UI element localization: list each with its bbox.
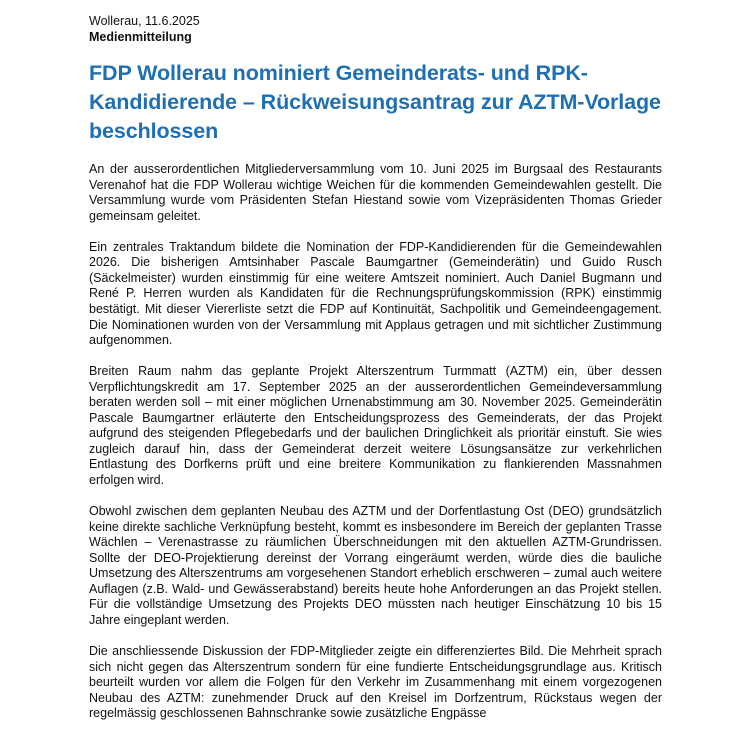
press-release-page bbox=[89, 13, 662, 737]
article-body bbox=[89, 162, 662, 722]
page-title: FDP Wollerau nominiert Gemeinderats- und RPK-Kandidierende – Rückweisungsantrag zur AZTM-Vorlage beschlossen bbox=[89, 61, 661, 143]
dateline: Wollerau, 11.6.2025 bbox=[89, 14, 200, 28]
paragraph-aztm-project: Breiten Raum nahm das geplante Projekt Alterszentrum Turmmatt (AZTM) ein, über dessen Verpflichtungskredit am 17. September 2025 an der ausserordentlichen Gemeindeversammlung beraten werden soll – mit einer möglichen Urnenabstimmung am 30. November 2025. Gemeinderätin Pascale Baumgartner erläuterte den Entscheidungsprozess des Gemeinderats, der das Projekt aufgrund des steigenden Pflegebedarfs und der baulichen Dringlichkeit als prioritär einstuft. Sie wies zugleich darauf hin, dass der Gemeinderat derzeit weitere Lösungsansätze zur verkehrlichen Entlastung des Dorfkerns prüft und eine breitere Kommunikation zu flankierenden Massnahmen erfolgen wird. bbox=[89, 364, 662, 488]
paragraph-discussion: Die anschliessende Diskussion der FDP-Mitglieder zeigte ein differenziertes Bild. Die Mehrheit sprach sich nicht gegen das Alterszentrum sondern für eine fundierte Entscheidungsgrundlage aus. Kritisch beurteilt wurden vor allem die Folgen für den Verkehr im Zusammenhang mit einem vorgezogenen Neubau des AZTM: zunehmender Druck auf den Kreisel im Dorfzentrum, Rückstaus wegen der regelmässig geschlossenen Bahnschranke sowie zusätzliche Engpässe bbox=[89, 644, 662, 721]
document-type-label: Medienmitteilung bbox=[89, 30, 192, 44]
paragraph-deo-relation: Obwohl zwischen dem geplanten Neubau des AZTM und der Dorfentlastung Ost (DEO) grundsätzlich keine direkte sachliche Verknüpfung besteht, kommt es insbesondere im Bereich der geplanten Trasse Wächlen – Verenastrasse zu räumlichen Überschneidungen mit den aktuellen AZTM-Grundrissen. Sollte der DEO-Projektierung dereinst der Vorrang eingeräumt werden, würde dies die bauliche Umsetzung des Alterszentrums am vorgesehenen Standort erheblich erschweren – zumal auch weitere Auflagen (z.B. Wald- und Gewässerabstand) bereits heute hohe Anforderungen an das Projekt stellen. Für die vollständige Umsetzung des Projekts DEO müssten nach heutiger Einschätzung 10 bis 15 Jahre eingeplant werden. bbox=[89, 504, 662, 627]
paragraph-intro: An der ausserordentlichen Mitgliederversammlung vom 10. Juni 2025 im Burgsaal des Restaurants Verenahof hat die FDP Wollerau wichtige Weichen für die kommenden Gemeindewahlen gestellt. Die Versammlung wurde vom Präsidenten Stefan Hiestand sowie vom Vizepräsidenten Thomas Grieder gemeinsam geleitet. bbox=[89, 162, 662, 223]
paragraph-nominations: Ein zentrales Traktandum bildete die Nomination der FDP-Kandidierenden für die Gemeindewahlen 2026. Die bisherigen Amtsinhaber Pascale Baumgartner (Gemeinderätin) und Guido Rusch (Säckelmeister) wurden einstimmig für eine weitere Amtszeit nominiert. Auch Daniel Bugmann und René P. Herren wurden als Kandidaten für die Rechnungsprüfungskommission (RPK) einstimmig bestätigt. Mit dieser Viererliste setzt die FDP auf Kontinuität, Sachpolitik und Gemeindeengagement. Die Nominationen wurden von der Versammlung mit Applaus getragen und mit sichtlicher Zustimmung aufgenommen. bbox=[89, 239, 662, 348]
